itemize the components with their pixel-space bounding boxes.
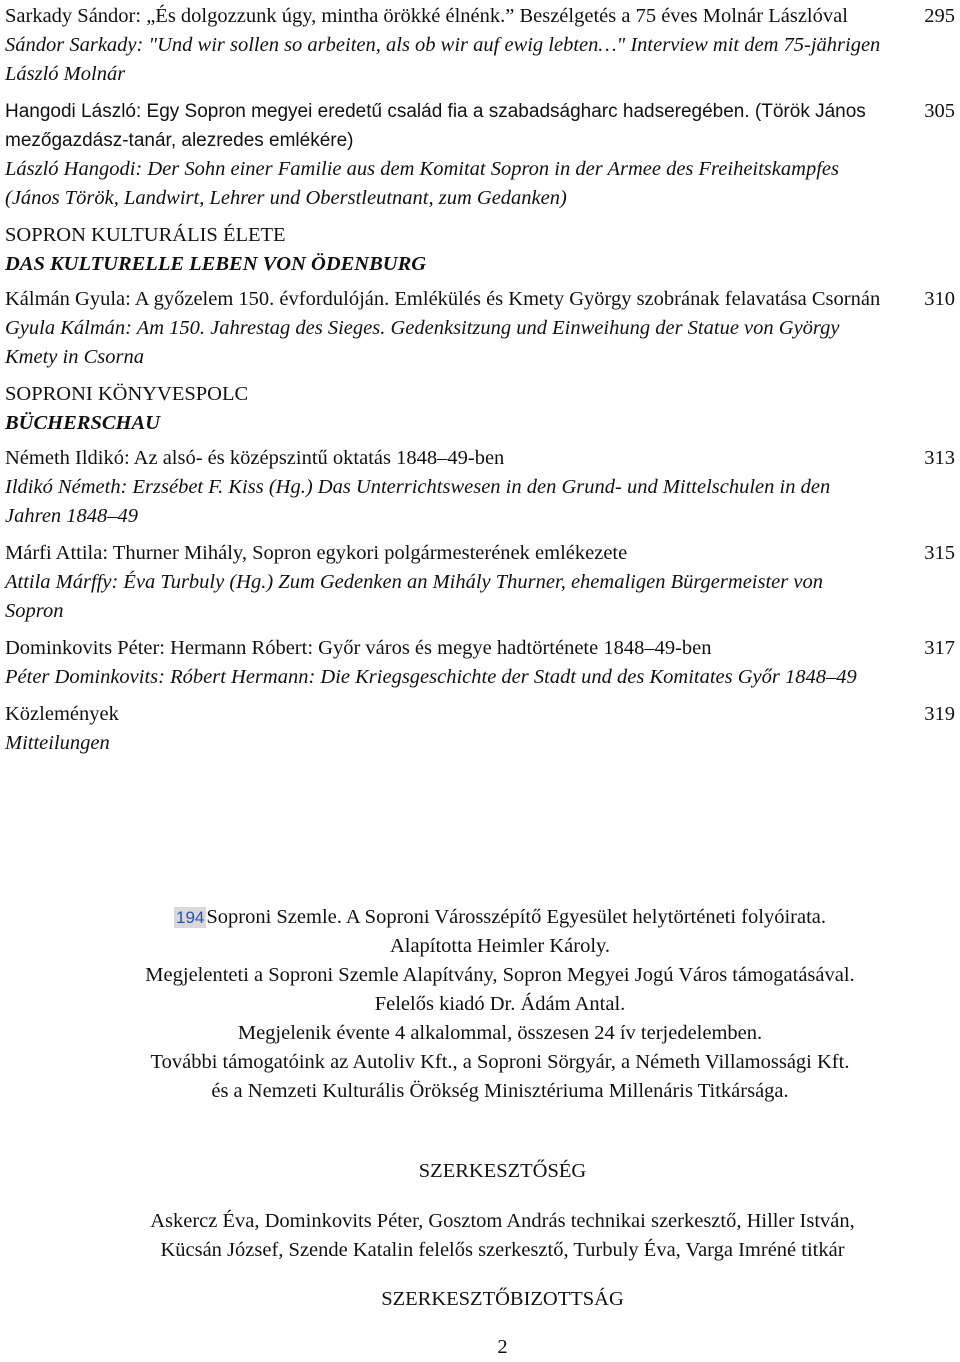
section-heading [5,380,955,438]
board-heading: SZERKESZTŐBIZOTTSÁG [381,1288,624,1310]
page-ref: 319 [924,703,955,725]
colophon-line: és a Nemzeti Kulturális Örökség Minisztériuma Millenáris Titkársága. [211,1080,789,1102]
toc-entry [5,97,955,213]
editorial-board [0,1285,960,1314]
page-ref: 315 [924,542,955,564]
colophon-line: Megjelenteti a Soproni Szemle Alapítvány, Sopron Megyei Jogú Város támogatásával. [145,964,855,986]
colophon-line: Felelős kiadó Dr. Ádám Antal. [374,993,626,1015]
page-number: 2 [497,1336,508,1358]
entry-title-de: Attila Márffy: Éva Turbuly (Hg.) Zum Gedenken an Mihály Thurner, ehemaligen Bürgermeister von Sopron [5,571,823,622]
entry-title-de: Péter Dominkovits: Róbert Hermann: Die Kriegsgeschichte der Stadt und des Komitates Győr 1848–49 [5,666,857,688]
page-ref: 305 [924,100,955,122]
section-title-de: DAS KULTURELLE LEBEN VON ÖDENBURG [5,253,427,275]
toc-entry [5,539,955,626]
page-ref: 295 [924,5,955,27]
section-title-hu: SOPRONI KÖNYVESPOLC [5,383,249,405]
entry-title-de: Mitteilungen [5,732,110,754]
toc-entry [5,700,955,758]
colophon-line: További támogatóink az Autoliv Kft., a Soproni Sörgyár, a Németh Villamossági Kft. [150,1051,850,1073]
entry-title-hu: Kálmán Gyula: A győzelem 150. évfordulóján. Emlékülés és Kmety György szobrának felavatása Csornán [5,288,881,310]
editorial-heading: SZERKESZTŐSÉG [418,1160,587,1182]
page-ref: 313 [924,447,955,469]
page-ref: 310 [924,288,955,310]
editorial-office [0,1157,960,1186]
colophon-line: Megjelenik évente 4 alkalommal, összesen 24 ív terjedelemben. [237,1022,763,1044]
colophon [0,903,960,1106]
section-heading [5,221,955,279]
code-marker: 194 [175,908,205,927]
table-of-contents [5,2,955,766]
toc-entry [5,285,955,372]
toc-entry [5,2,955,89]
entry-title-hu: Hangodi László: Egy Sopron megyei eredetű család fia a szabadságharc hadseregében. (Török János mezőgazdász-tanár, alezredes emlékére) [5,101,866,151]
entry-title-hu: Dominkovits Péter: Hermann Róbert: Győr város és megye hadtörténete 1848–49-ben [5,637,712,659]
section-title-hu: SOPRON KULTURÁLIS ÉLETE [5,224,286,246]
toc-entry [5,444,955,531]
toc-entry [5,634,955,692]
entry-title-de: Sándor Sarkady: "Und wir sollen so arbeiten, als ob wir auf ewig lebten…" Interview mit dem 75-jährigen László Molnár [5,34,881,85]
entry-title-de: László Hangodi: Der Sohn einer Familie aus dem Komitat Sopron in der Armee des Freiheitskampfes (János Török, Landwirt, Lehrer und Oberstleutnant, zum Gedanken) [5,158,839,209]
entry-title-de: Ildikó Németh: Erzsébet F. Kiss (Hg.) Das Unterrichtswesen in den Grund- und Mittelschulen in den Jahren 1848–49 [5,476,831,527]
colophon-line: Alapította Heimler Károly. [389,935,611,957]
colophon-line [0,903,960,932]
entry-title-hu: Németh Ildikó: Az alsó- és középszintű oktatás 1848–49-ben [5,447,505,469]
staff-line: Askercz Éva, Dominkovits Péter, Gosztom András technikai szerkesztő, Hiller István, [150,1210,855,1232]
colophon-journal-title: Soproni Szemle. A Soproni Városszépítő Egyesület helytörténeti folyóirata. [206,906,826,928]
staff-line: Kücsán József, Szende Katalin felelős szerkesztő, Turbuly Éva, Varga Imréné titkár [160,1239,845,1261]
entry-title-hu: Márfi Attila: Thurner Mihály, Sopron egykori polgármesterének emlékezete [5,542,628,564]
editorial-staff [0,1207,960,1265]
page-ref: 317 [924,637,955,659]
entry-title-de: Gyula Kálmán: Am 150. Jahrestag des Sieges. Gedenksitzung und Einweihung der Statue von György Kmety in Csorna [5,317,840,368]
section-title-de: BÜCHERSCHAU [5,412,160,434]
entry-title-hu: Közlemények [5,703,119,725]
entry-title-hu: Sarkady Sándor: „És dolgozzunk úgy, mintha örökké élnénk.” Beszélgetés a 75 éves Molnár Lászlóval [5,5,848,27]
